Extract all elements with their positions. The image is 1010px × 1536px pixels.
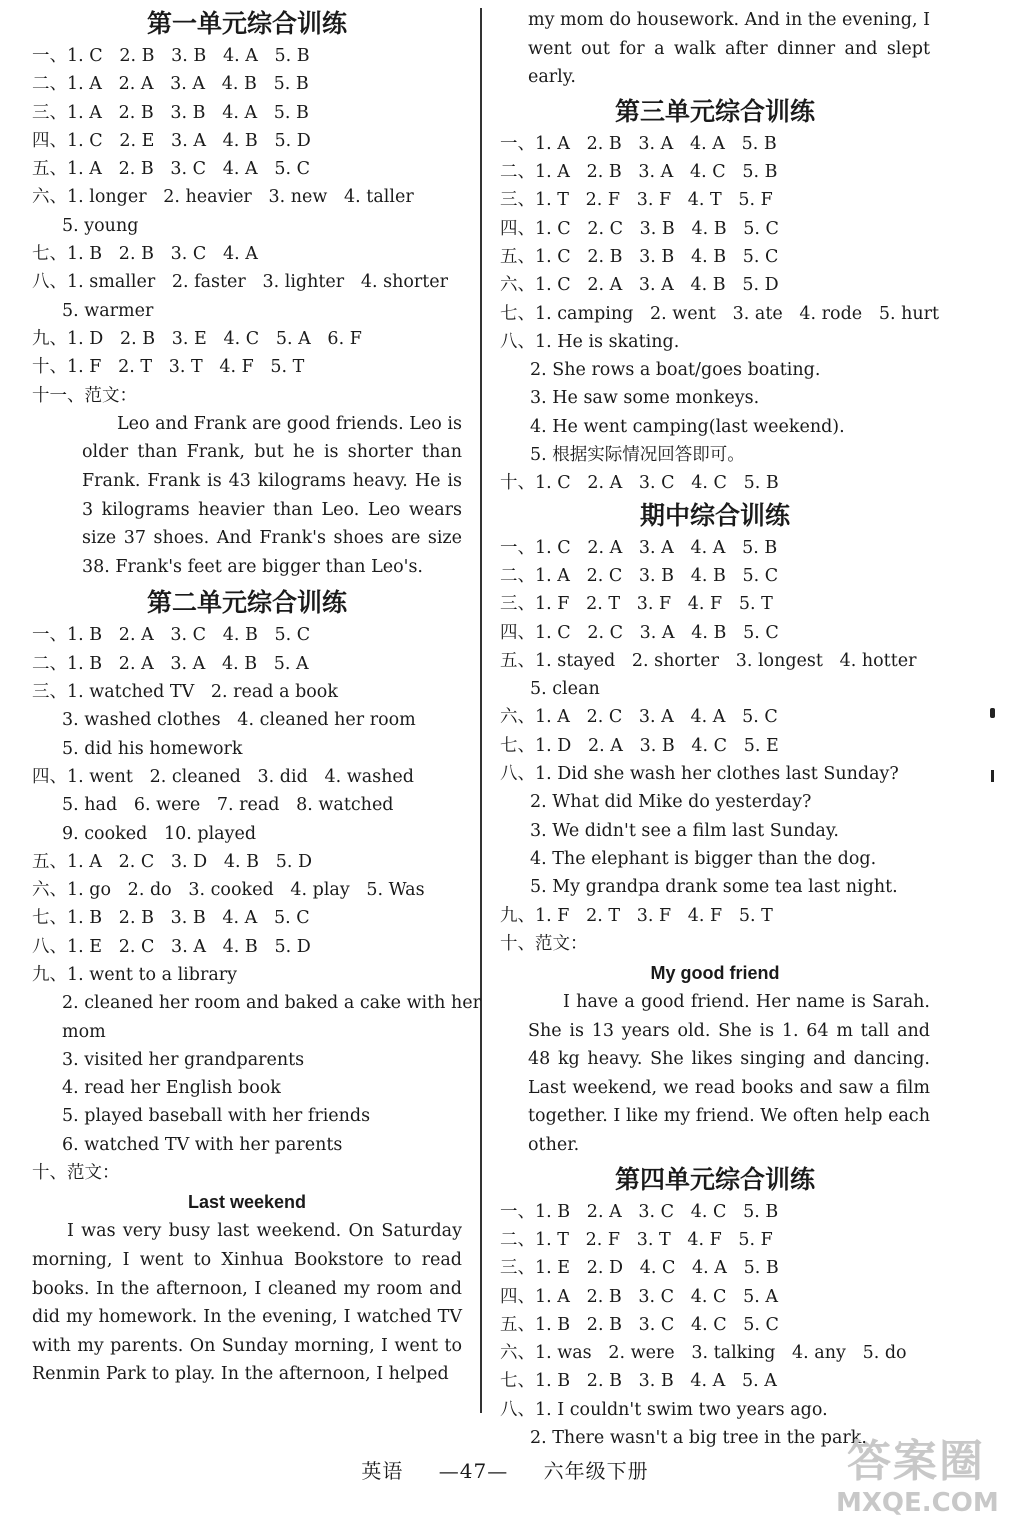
answer-line: 六、1. longer 2. heavier 3. new 4. taller (32, 187, 414, 208)
answer-line: 5. My grandpa drank some tea last night. (530, 877, 898, 898)
model-essay-unit2: I was very busy last weekend. On Saturday morning, I went to Xinhua Bookstore to read books. In the afternoon, I cleaned my room and did my homework. In the evening, I watched TV with my parents. On Sunday morning, I went to Renmin Park to play. In the afternoon, I helped (32, 1221, 462, 1385)
answer-line: 七、1. B 2. B 3. C 4. A (32, 244, 258, 265)
answer-line: 一、1. B 2. A 3. C 4. C 5. B (500, 1201, 779, 1222)
answer-line: 2. What did Mike do yesterday? (530, 792, 812, 813)
left-column (32, 6, 482, 1416)
answer-line: 八、1. He is skating. (500, 331, 680, 352)
answer-line: 六、1. was 2. were 3. talking 4. any 5. do (500, 1343, 907, 1364)
answer-line: 2. cleaned her room and baked a cake with her (62, 993, 482, 1014)
answer-line: 五、1. A 2. C 3. D 4. B 5. D (32, 851, 312, 872)
answer-line: 四、1. A 2. B 3. C 4. C 5. A (500, 1286, 778, 1307)
model-essay-unit1: Leo and Frank are good friends. Leo is older than Frank, but he is shorter than Frank. Frank is 43 kilograms heavy. He is 3 kilograms heavier than Leo. Leo wears size 37 shoes. And Frank's shoes are size 38. Frank's feet are bigger than Leo's. (82, 413, 462, 577)
answer-line: 二、1. A 2. A 3. A 4. B 5. B (32, 74, 309, 95)
answer-line: 3. We didn't see a film last Sunday. (530, 820, 839, 841)
answer-line: 十、1. C 2. A 3. C 4. C 5. B (500, 473, 779, 494)
answer-line: 4. He went camping(last weekend). (530, 416, 845, 437)
answer-line: 七、1. B 2. B 3. B 4. A 5. C (32, 908, 310, 929)
section-title-unit2: 第二单元综合训练 (146, 588, 347, 618)
answer-line: 9. cooked 10. played (62, 823, 257, 844)
watermark-text-top: 答案圈 (847, 1436, 985, 1487)
answer-line: 十、1. F 2. T 3. T 4. F 5. T (32, 357, 305, 378)
answer-line: 四、1. C 2. C 3. A 4. B 5. C (500, 622, 779, 643)
answer-line: 四、1. went 2. cleaned 3. did 4. washed (32, 766, 414, 787)
answer-line: 二、1. A 2. C 3. B 4. B 5. C (500, 565, 779, 586)
answer-line: 九、1. went to a library (32, 964, 238, 985)
answer-line: 三、1. F 2. T 3. F 4. F 5. T (500, 594, 773, 615)
answer-line: 2. There wasn't a big tree in the park. (530, 1428, 867, 1449)
answer-line: 4. The elephant is bigger than the dog. (530, 848, 877, 869)
footer-subject: 英语 (361, 1459, 404, 1483)
answer-line: 三、1. watched TV 2. read a book (32, 682, 338, 703)
answer-line: 十、范文： (32, 1163, 120, 1184)
scan-speck (991, 770, 994, 782)
answer-line: 一、1. C 2. A 3. A 4. A 5. B (500, 537, 778, 558)
answer-line: 5. warmer (62, 300, 154, 321)
answer-line: 六、1. C 2. A 3. A 4. B 5. D (500, 275, 779, 296)
answer-line: 5. 根据实际情况回答即可。 (530, 445, 745, 466)
answer-line: 五、1. B 2. B 3. C 4. C 5. C (500, 1314, 779, 1335)
section-title-unit4: 第四单元综合训练 (614, 1164, 815, 1194)
answer-line: 九、1. F 2. T 3. F 4. F 5. T (500, 905, 773, 926)
answer-line: 5. young (62, 215, 139, 236)
answer-line: 八、1. I couldn't swim two years ago. (500, 1399, 828, 1420)
answer-line: 四、1. C 2. C 3. B 4. B 5. C (500, 218, 779, 239)
answer-line: 二、1. A 2. B 3. A 4. C 5. B (500, 162, 778, 183)
answer-line: 3. washed clothes 4. cleaned her room (62, 710, 416, 731)
answer-line: 一、1. A 2. B 3. A 4. A 5. B (500, 133, 777, 154)
answer-line: 5. had 6. were 7. read 8. watched (62, 795, 394, 816)
answer-line: 三、1. T 2. F 3. F 4. T 5. F (500, 190, 773, 211)
section-title-midterm: 期中综合训练 (639, 500, 790, 530)
footer-page-number: —47— (438, 1459, 509, 1483)
answer-line: 六、1. A 2. C 3. A 4. A 5. C (500, 707, 778, 728)
section-title-unit3: 第三单元综合训练 (614, 96, 815, 126)
answer-line: 九、1. D 2. B 3. E 4. C 5. A 6. F (32, 328, 362, 349)
answer-line: 七、1. B 2. B 3. B 4. A 5. A (500, 1371, 777, 1392)
answer-line: 3. visited her grandparents (62, 1049, 305, 1070)
answer-line: 6. watched TV with her parents (62, 1134, 343, 1155)
answer-line: 五、1. A 2. B 3. C 4. A 5. C (32, 159, 310, 180)
essay-title-last-weekend: Last weekend (187, 1192, 307, 1213)
section-title-unit1: 第一单元综合训练 (146, 9, 347, 38)
answer-line: 2. She rows a boat/goes boating. (530, 360, 821, 381)
answer-line: 3. He saw some monkeys. (530, 388, 760, 409)
answer-line: 四、1. C 2. E 3. A 4. B 5. D (32, 130, 311, 151)
answer-line: 4. read her English book (62, 1078, 281, 1099)
answer-line: 二、1. B 2. A 3. A 4. B 5. A (32, 653, 309, 674)
watermark-logo (836, 1436, 999, 1526)
answer-line: 5. did his homework (62, 738, 243, 759)
answer-line: 七、1. camping 2. went 3. ate 4. rode 5. hurt (500, 303, 940, 324)
answer-line: 十一、范文： (32, 385, 137, 406)
essay-continuation: my mom do housework. And in the evening, I went out for a walk after dinner and slept early. (528, 10, 930, 88)
answer-line: 八、1. Did she wash her clothes last Sunday? (500, 764, 899, 785)
answer-line: 三、1. A 2. B 3. B 4. A 5. B (32, 102, 309, 123)
answer-line: 二、1. T 2. F 3. T 4. F 5. F (500, 1229, 773, 1250)
answer-line: 一、1. C 2. B 3. B 4. A 5. B (32, 46, 310, 66)
column-divider (480, 8, 482, 1413)
answer-line: 一、1. B 2. A 3. C 4. B 5. C (32, 625, 311, 646)
footer-grade: 六年级下册 (543, 1459, 649, 1483)
scan-speck (990, 708, 995, 718)
answer-line: 十、范文： (500, 933, 588, 954)
answer-line: 三、1. E 2. D 4. C 4. A 5. B (500, 1258, 779, 1279)
answer-line: 八、1. E 2. C 3. A 4. B 5. D (32, 936, 311, 957)
answer-line: 5. clean (530, 679, 600, 700)
answer-line: 八、1. smaller 2. faster 3. lighter 4. shorter (32, 272, 449, 293)
answer-line: 五、1. stayed 2. shorter 3. longest 4. hotter (500, 650, 917, 671)
answer-line: 五、1. C 2. B 3. B 4. B 5. C (500, 246, 779, 267)
answer-line: 六、1. go 2. do 3. cooked 4. play 5. Was (32, 880, 425, 901)
answer-line: 七、1. D 2. A 3. B 4. C 5. E (500, 735, 779, 756)
right-column (500, 6, 940, 1449)
model-essay-midterm: I have a good friend. Her name is Sarah. She is 13 years old. She is 1. 64 m tall and 48 kg heavy. She likes singing and dancing. Last weekend, we read books and saw a film together. I like my friend. We often help each other. (528, 992, 930, 1156)
watermark-text-bottom: MXQE.COM (836, 1488, 999, 1518)
answer-line: mom (62, 1021, 106, 1042)
essay-title-my-good-friend: My good friend (650, 963, 780, 984)
answer-line: 5. played baseball with her friends (62, 1106, 371, 1127)
